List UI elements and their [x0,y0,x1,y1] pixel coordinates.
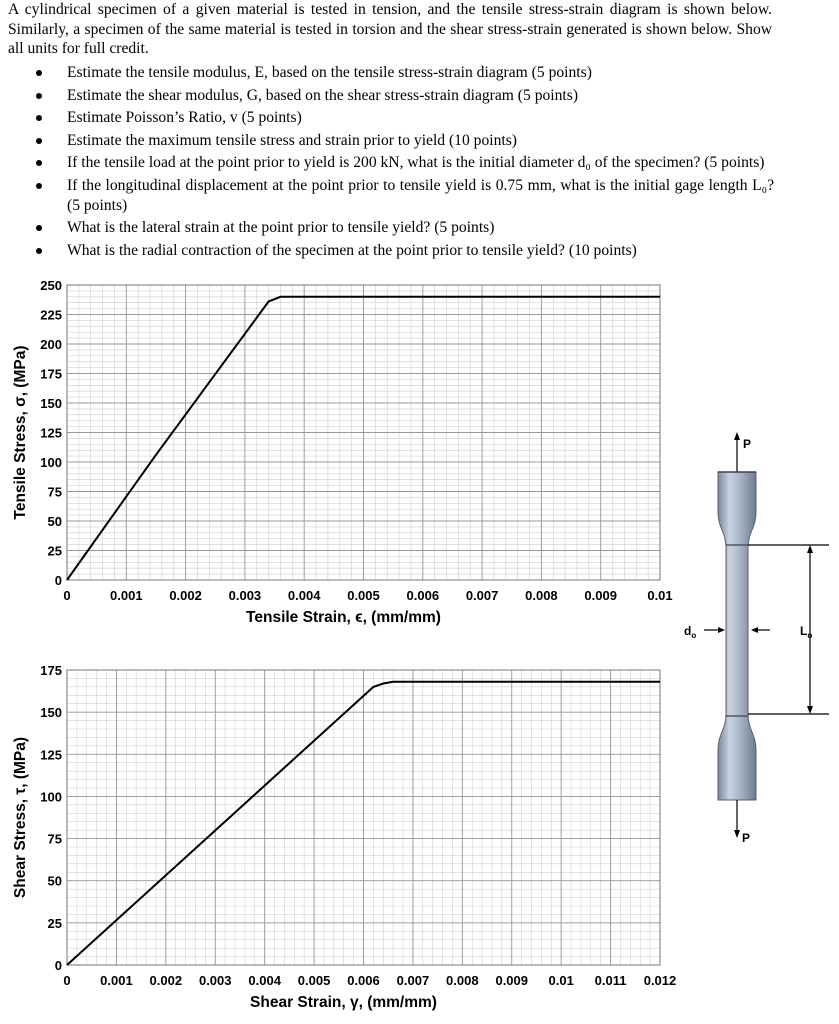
x-tick-label: 0.008 [446,973,479,988]
x-tick-label: 0.002 [149,973,183,988]
y-tick-label: 250 [40,278,62,293]
x-tick-label: 0 [63,588,71,603]
arrow-right-icon [718,627,725,633]
question-text: What is the lateral strain at the point prior to tensile yield? (5 points) [67,219,495,237]
question-text: Estimate the maximum tensile stress and strain prior to yield (10 points) [67,131,517,149]
question-item [36,153,774,173]
x-tick-label: 0.005 [297,973,331,988]
x-axis-label: Tensile Strain, ϵ, (mm/mm) [246,609,441,626]
x-tick-label: 0.008 [525,588,558,603]
diameter-label: $d_o$ [684,624,697,640]
y-tick-label: 225 [40,307,62,323]
bullet-icon [36,93,42,99]
x-tick-label: 0.007 [396,973,430,988]
y-tick-label: 100 [40,789,62,805]
y-tick-label: 150 [40,396,62,411]
y-tick-label: 175 [40,663,62,678]
arrow-down-icon [734,830,740,838]
length-label: $L_o$ [800,624,813,640]
arrow-left-icon [751,627,758,633]
y-tick-label: 175 [40,366,62,382]
x-tick-label: 0 [63,973,71,988]
y-tick-label: 25 [47,543,62,559]
x-tick-label: 0.006 [347,973,380,988]
question-item [36,108,774,128]
question-item [36,131,774,151]
bullet-icon [36,70,42,76]
question-item [36,176,774,215]
y-tick-label: 50 [47,873,62,889]
question-text: If the longitudinal displacement at the point prior to tensile yield is 0.75 mm, what is the initial gage length L₀? (5 points) [67,176,774,214]
y-tick-label: 75 [47,484,62,500]
tensile-chart [0,270,690,630]
x-tick-label: 0.009 [495,973,529,988]
x-tick-label: 0.003 [198,973,232,988]
arrow-up-icon [734,432,740,440]
x-tick-label: 0.004 [248,973,281,988]
bullet-icon [36,115,42,121]
y-tick-label: 100 [40,455,62,470]
bullet-icon [36,183,42,189]
question-text: If the tensile load at the point prior to yield is 200 kN, what is the initial diameter d₀ of the specimen? (5 points) [67,154,765,172]
bullet-icon [36,225,42,231]
x-tick-label: 0.007 [465,588,499,603]
load-label-bottom: P [742,831,751,845]
x-tick-label: 0.011 [594,973,627,988]
x-tick-label: 0.005 [347,588,380,603]
x-axis-label: Shear Strain, γ, (mm/mm) [250,994,437,1011]
question-text: Estimate the shear modulus, G, based on the shear stress-strain diagram (5 points) [67,86,579,104]
question-item [36,218,774,238]
x-tick-label: 0.012 [643,973,677,988]
y-tick-label: 200 [40,337,62,352]
x-tick-label: 0.001 [100,973,133,988]
question-text: Estimate the tensile modulus, E, based on the tensile stress-strain diagram (5 points) [67,64,592,81]
y-tick-label: 150 [40,705,62,721]
y-tick-label: 0 [54,958,62,973]
bullet-icon [36,160,42,166]
x-tick-label: 0.01 [548,973,574,988]
x-tick-label: 0.009 [584,588,617,603]
problem-intro: A cylindrical specimen of a given material is tested in tension, and the tensile stress-strain diagram is shown below. Similarly, a specimen of the same material is tested in torsion and the shear stress-strain generated is shown below. Show all units for full credit. [8,1,772,58]
specimen-diagram [668,428,839,848]
question-list [36,63,774,263]
load-label-top: P [743,437,752,451]
y-tick-label: 125 [40,747,62,763]
y-tick-label: 50 [47,514,62,529]
question-text: Estimate Poisson’s Ratio, v (5 points) [67,109,302,127]
specimen-body [718,472,756,800]
x-tick-label: 0.006 [406,588,440,603]
bullet-icon [36,248,42,254]
y-axis-label: Shear Stress, τ, (MPa) [12,736,29,899]
question-item [36,86,774,106]
y-axis-label: Tensile Stress, σ, (MPa) [12,345,29,520]
question-text: What is the radial contraction of the specimen at the point prior to tensile yield? (10 points) [67,241,637,259]
y-tick-label: 25 [47,915,62,931]
x-tick-label: 0.002 [169,588,202,603]
shear-chart [0,660,690,1020]
question-item [36,63,774,83]
y-tick-label: 125 [40,425,62,441]
x-tick-label: 0.001 [110,588,143,603]
bullet-icon [36,138,42,144]
y-tick-label: 0 [54,573,62,588]
x-tick-label: 0.004 [287,588,321,603]
question-item [36,241,774,261]
y-tick-label: 75 [47,831,62,847]
x-tick-label: 0.003 [228,588,262,603]
x-tick-label: 0.01 [647,588,673,603]
